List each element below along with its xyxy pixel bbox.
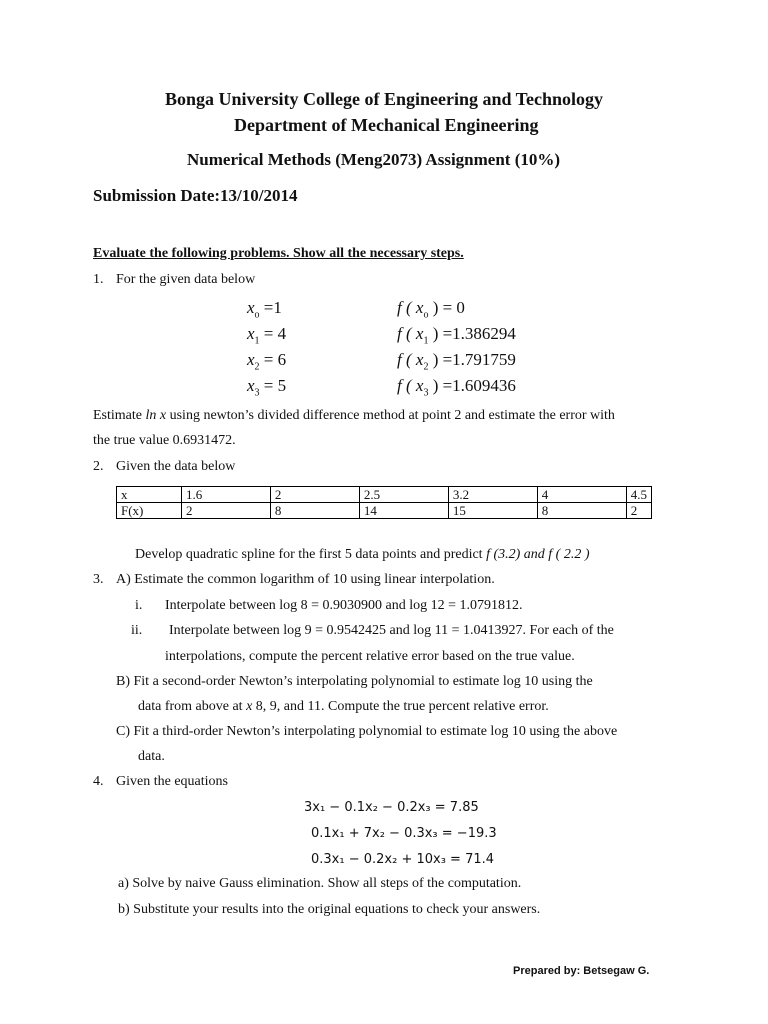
table-cell: 1.6 xyxy=(181,487,270,503)
q1-f3: f ( $x_3$ ) =1.609436 xyxy=(397,376,516,399)
q4-part-b: b) Substitute your results into the original equations to check your answers. xyxy=(118,902,541,917)
q1-x2: $x_2 = 6$ xyxy=(247,350,287,373)
q4-part-a: a) Solve by naive Gauss elimination. Show all steps of the computation. xyxy=(118,876,522,891)
university-title: Bonga University College of Engineering and Technology xyxy=(164,89,604,109)
table-cell: x xyxy=(117,487,182,503)
q1-f2: f ( $x_2$ ) =1.791759 xyxy=(397,350,516,373)
q1-f1: f ( $x_1$ ) =1.386294 xyxy=(397,324,516,347)
q3-ii-label: ii. xyxy=(131,623,143,638)
q3-ii-text: Interpolate between log 9 = 0.9542425 and log 11 = 1.0413927. For each of the xyxy=(169,623,614,638)
table-cell: 8 xyxy=(270,503,359,519)
table-cell: 8 xyxy=(537,503,626,519)
prepared-by: Prepared by: Betsegaw G. xyxy=(513,965,650,977)
q1-estimate-line2: the true value 0.6931472. xyxy=(93,433,236,448)
table-cell: 4.5 xyxy=(626,487,651,503)
table-cell: 2.5 xyxy=(359,487,448,503)
q1-number: 1. xyxy=(93,272,104,287)
q1-x0: $x_o =1$ xyxy=(247,298,282,321)
q1-f0: f ( $x_o$ ) = 0 xyxy=(397,298,465,321)
table-row xyxy=(117,487,652,503)
table-cell: 3.2 xyxy=(448,487,537,503)
table-cell: 4 xyxy=(537,487,626,503)
q3-ii-line2: interpolations, compute the percent relative error based on the true value. xyxy=(165,649,575,664)
table-cell: F(x) xyxy=(117,503,182,519)
q3-number: 3. xyxy=(93,572,104,587)
q3-part-c-line1: C) Fit a third-order Newton’s interpolating polynomial to estimate log 10 using the above xyxy=(116,724,618,739)
submission-date: Submission Date:13/10/2014 xyxy=(93,186,298,205)
q3-part-b-line2: data from above at x 8, 9, and 11. Compute the true percent relative error. xyxy=(138,699,549,714)
q4-equation-3: 0.3x₁ − 0.2x₂ + 10x₃ = 71.4 xyxy=(311,852,495,867)
q3-part-b-line1: B) Fit a second-order Newton’s interpolating polynomial to estimate log 10 using the xyxy=(116,674,593,689)
q2-number: 2. xyxy=(93,459,104,474)
q2-develop: Develop quadratic spline for the first 5 data points and predict f (3.2) and f ( 2.2 ) xyxy=(135,547,590,562)
q3-part-a: A) Estimate the common logarithm of 10 using linear interpolation. xyxy=(116,572,495,587)
department-title: Department of Mechanical Engineering xyxy=(234,115,539,135)
q3-i-text: Interpolate between log 8 = 0.9030900 and log 12 = 1.0791812. xyxy=(165,598,523,613)
q1-intro: For the given data below xyxy=(116,272,256,287)
q2-intro: Given the data below xyxy=(116,459,236,474)
table-cell: 15 xyxy=(448,503,537,519)
table-row xyxy=(117,503,652,519)
q3-i-label: i. xyxy=(135,598,143,613)
q4-equation-1: 3x₁ − 0.1x₂ − 0.2x₃ = 7.85 xyxy=(304,800,479,815)
q4-intro: Given the equations xyxy=(116,774,228,789)
table-cell: 2 xyxy=(181,503,270,519)
q4-equation-2: 0.1x₁ + 7x₂ − 0.3x₃ = −19.3 xyxy=(311,826,497,841)
q3-part-c-line2: data. xyxy=(138,749,165,764)
course-title: Numerical Methods (Meng2073) Assignment (10%) xyxy=(187,150,561,169)
table-cell: 2 xyxy=(626,503,651,519)
q4-number: 4. xyxy=(93,774,104,789)
table-cell: 14 xyxy=(359,503,448,519)
q2-data-table xyxy=(116,486,652,519)
q1-x1: $x_1 = 4$ xyxy=(247,324,287,347)
instructions: Evaluate the following problems. Show all the necessary steps. xyxy=(93,246,464,261)
table-cell: 2 xyxy=(270,487,359,503)
q1-x3: $x_3 = 5$ xyxy=(247,376,287,399)
q1-estimate-line1: Estimate ln x using newton’s divided difference method at point 2 and estimate the error with xyxy=(93,408,615,423)
